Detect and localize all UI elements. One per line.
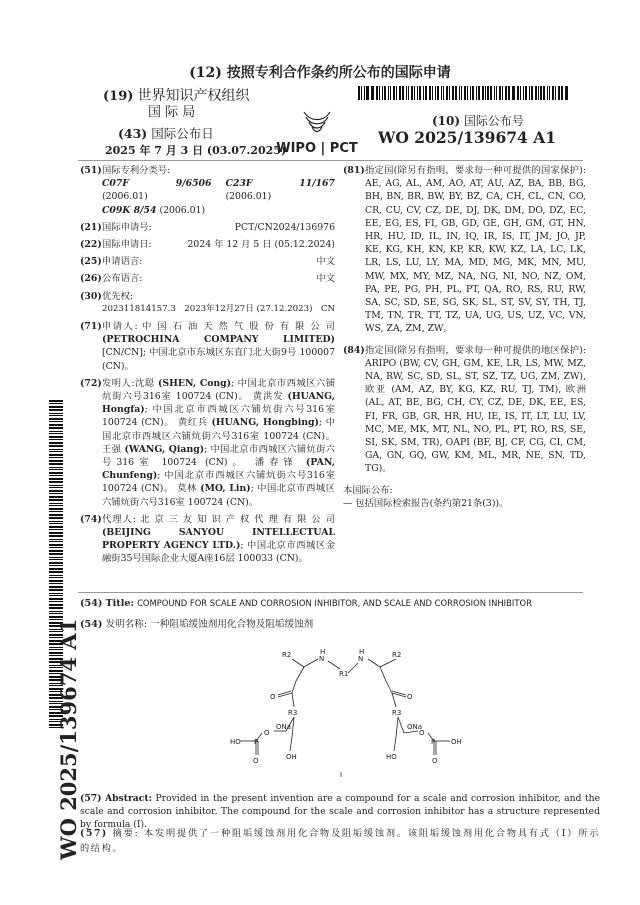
pub-language-value: 中文 xyxy=(316,273,335,285)
barcode-bar xyxy=(520,86,521,100)
barcode-bar xyxy=(487,86,488,100)
barcode-bar xyxy=(435,86,436,100)
barcode-bar xyxy=(543,86,545,100)
applicant-label: 申请人: xyxy=(102,321,138,333)
field-51 xyxy=(80,164,335,217)
inventor-2-address: ; 中国北京市西城区六铺炕街六号316室 100724 (CN)。 黄红兵 xyxy=(102,404,335,429)
ipc-class-1: C07F 9/6506 xyxy=(102,178,212,190)
barcode-bar xyxy=(552,86,554,100)
barcode-bar xyxy=(496,86,497,100)
barcode-bar xyxy=(49,406,63,408)
barcode-bar xyxy=(49,460,63,462)
barcode-bar xyxy=(49,559,63,561)
barcode-bar xyxy=(452,86,453,100)
chemical-structure-formula-i xyxy=(200,645,480,785)
field-74 xyxy=(80,513,335,566)
barcode-bar xyxy=(49,529,63,530)
inventors-label: 发明人: xyxy=(102,377,135,389)
barcode-bar xyxy=(49,598,63,600)
pubnum-label-row xyxy=(432,112,524,129)
ipc-label: 国际专利分类号: xyxy=(102,165,171,176)
barcode-bar xyxy=(49,539,63,540)
chem-label-n-left: N xyxy=(319,655,325,663)
chem-label-o-right: O xyxy=(407,693,413,701)
barcode-bar xyxy=(49,427,63,429)
chem-label-r3-right: R3 xyxy=(392,709,402,717)
barcode-bar xyxy=(467,86,468,100)
barcode-bar xyxy=(49,478,63,480)
field-code: (71) xyxy=(80,321,102,333)
barcode-bar xyxy=(566,86,567,100)
field-26 xyxy=(80,272,335,285)
barcode-bar xyxy=(538,86,539,100)
field-22 xyxy=(80,238,335,251)
agent-address: ; 中国北京市西城区金融街35号国际企业大厦A座16层 100033 (CN)。 xyxy=(102,540,335,565)
barcode-bar xyxy=(49,613,63,615)
filing-date-value: 2024 年 12 月 5 日 (05.12.2024) xyxy=(187,239,335,251)
barcode-bar xyxy=(49,490,63,492)
org-name: 世界知识产权组织 xyxy=(137,88,250,104)
chem-label-ho-left: HO xyxy=(230,738,241,746)
pubdate-code: (43) xyxy=(118,126,148,141)
ipc-class-3: C09K 8/54 xyxy=(102,204,157,216)
abstract-cn-label: 摘要: xyxy=(112,828,140,839)
pub-language-label: 公布语言: xyxy=(102,273,143,285)
office-name: 国 际 局 xyxy=(148,105,196,120)
pubdate-value: 2025 年 7 月 3 日 (03.07.2025) xyxy=(105,144,287,157)
doc-type-text: 按照专利合作条约所公布的国际申请 xyxy=(226,65,451,81)
bibliographic-left-column xyxy=(80,164,335,570)
barcode-bar xyxy=(49,593,63,594)
barcode-bar xyxy=(485,86,486,100)
inventor-2-en: (HUANG, Hongfa) xyxy=(102,391,335,416)
barcode-bar xyxy=(49,400,63,402)
abstract-code: (57) xyxy=(80,793,102,804)
barcode-bar xyxy=(49,403,63,404)
document-type-title xyxy=(0,62,640,82)
barcode-bar xyxy=(49,583,63,584)
chem-label-oh-left-chain: OH xyxy=(286,753,297,761)
barcode-bar xyxy=(393,86,395,100)
barcode-bar xyxy=(49,472,63,474)
barcode-bar xyxy=(49,547,63,548)
chem-label-ona-left: ONa xyxy=(276,723,292,731)
barcode-bar xyxy=(49,469,63,471)
chem-label-oh-right: OH xyxy=(451,738,462,746)
field-code: (21) xyxy=(80,221,102,233)
ipc-class-2-year: (2006.01) xyxy=(225,191,272,203)
barcode-bar xyxy=(525,86,527,100)
barcode-bar xyxy=(478,86,479,100)
barcode-bar xyxy=(555,86,556,100)
title-value: COMPOUND FOR SCALE AND CORROSION INHIBITOR, AND SCALE AND CORROSION INHIBITOR xyxy=(137,598,532,608)
barcode-bar xyxy=(49,523,63,525)
barcode-bar xyxy=(523,86,524,100)
barcode-bar xyxy=(49,557,63,558)
barcode-bar xyxy=(49,607,63,609)
pubnum-label: 国际公布号 xyxy=(463,114,524,128)
abstract-cn-text: 本发明提供了一种阻垢缓蚀剂用化合物及阻垢缓蚀剂。该阻垢缓蚀剂用化合物具有式（Ⅰ）所示的结构。 xyxy=(80,828,600,854)
bibliographic-right-column xyxy=(343,164,586,510)
barcode-bar xyxy=(423,86,424,100)
barcode-bar xyxy=(429,86,431,100)
field-code: (22) xyxy=(80,239,102,251)
field-code: (25) xyxy=(80,256,102,268)
barcode-bar xyxy=(358,86,360,100)
inventor-4-address: ; 中国北京市西城区六铺炕街六号316室 100724 (CN)。 潘春锋 xyxy=(102,443,335,469)
barcode-bar xyxy=(49,457,63,458)
applicant-name-en: (PETROCHINA COMPANY LIMITED) xyxy=(102,334,335,346)
barcode-bar xyxy=(49,463,63,465)
barcode-bar xyxy=(535,86,537,100)
applicant-address: [CN/CN]; 中国北京市东城区东直门北大街9号 100007 (CN)。 xyxy=(102,347,335,372)
barcode-bar xyxy=(388,86,389,100)
barcode-bar xyxy=(425,86,426,100)
field-code: (81) xyxy=(343,165,365,176)
doc-type-code: (12) xyxy=(189,65,222,81)
field-code: (72) xyxy=(80,377,102,389)
chem-label-p-left: P xyxy=(254,738,259,746)
barcode-bar xyxy=(49,467,63,468)
barcode-bar xyxy=(49,505,63,507)
field-25 xyxy=(80,255,335,268)
title-cn-label: 发明名称: xyxy=(105,619,148,630)
barcode-bar xyxy=(49,577,63,579)
ipc-class-3-year: (2006.01) xyxy=(159,204,206,216)
barcode-bar xyxy=(49,595,63,597)
barcode-bar xyxy=(49,487,63,489)
inventor-6-en: (MO, Lin) xyxy=(200,483,251,495)
barcode-bar xyxy=(49,580,63,582)
barcode-bar xyxy=(459,86,460,100)
barcode-bar xyxy=(512,86,513,100)
field-30 xyxy=(80,290,335,316)
barcode-bar xyxy=(49,449,63,450)
abstract-cn-code: (57) xyxy=(80,828,108,839)
barcode-bar xyxy=(371,86,372,100)
barcode-bar xyxy=(490,86,492,100)
title-divider xyxy=(78,592,583,593)
filing-language-value: 中文 xyxy=(316,256,335,268)
field-81 xyxy=(343,164,586,336)
inventor-3-address: ; 中国北京市西城区六铺炕街六号316室 100724 (CN)。 王强 xyxy=(102,417,335,455)
designated-states: 指定国(除另有指明，要求每一种可提供的国家保护): AE, AG, AL, AM, AO, AT, AU, AZ, BA, BB, BG, BH, BN, BR, BW, BY, BZ, CA, CH, CL, CN, CO, CR, CU, CV, CZ, DE, DJ, DK, DM, DO, DZ, EC, EE, EG, ES, FI, GB, GD, GE, GH, GM, GT, HN, HR, HU, ID, IL, IN, IQ, IR, IS, IT, JM, JO, JP, KE, KG, KH, KN, KP, KR, KW, KZ, LA, LC, LK, LR, LS, LU, LY, MA, MD, MG, MK, MN, MU, MW, MX, MY, MZ, NA, NG, NI, NO, NZ, OM, PA, PE, PG, PH, PL, PT, QA, RO, RS, RU, RW, SA, SC, SD, SE, SG, SK, SL, ST, SV, SY, TH, TJ, TM, TN, TR, TT, TZ, UA, UG, US, UZ, VC, VN, WS, ZA, ZM, ZW。 xyxy=(365,165,586,335)
barcode-bar xyxy=(547,86,548,100)
agent-name-cn: 北 京 三 友 知 识 产 权 代 理 有 限 公 司 xyxy=(140,513,336,525)
barcode-bar xyxy=(390,86,391,100)
barcode-bar xyxy=(49,586,63,588)
barcode-bar xyxy=(49,503,63,504)
barcode-bar xyxy=(411,86,413,100)
field-code: (51) xyxy=(80,165,102,176)
barcode-bar xyxy=(49,499,63,501)
barcode-bar xyxy=(505,86,506,100)
barcode-bar xyxy=(49,511,63,512)
chinese-title xyxy=(80,616,590,630)
barcode-bar xyxy=(384,86,386,100)
barcode-bar xyxy=(49,481,63,483)
published-label: 本国际公布: xyxy=(343,484,393,496)
chem-label-r1: R1 xyxy=(339,670,349,678)
barcode-bar xyxy=(482,86,484,100)
barcode-bar xyxy=(49,409,63,411)
chem-label-ona-right: ONa xyxy=(407,723,423,731)
chem-label-o6: O xyxy=(432,757,438,765)
barcode-bar xyxy=(49,571,63,573)
wipo-logo xyxy=(262,108,372,158)
barcode-bar xyxy=(419,86,421,100)
barcode-bar xyxy=(49,541,63,543)
filing-date-label: 国际申请日: xyxy=(102,239,152,251)
barcode-bar xyxy=(49,565,63,566)
barcode-bar xyxy=(49,475,63,476)
barcode-bar xyxy=(49,496,63,498)
barcode-bar xyxy=(399,86,400,100)
priority-date: 2023年12月27日 (27.12.2023) xyxy=(184,303,313,314)
chem-label-h-left: H xyxy=(320,648,326,656)
barcode-bar xyxy=(49,514,63,516)
chem-label-r2-right: R2 xyxy=(392,651,402,659)
barcode-bar xyxy=(549,86,550,100)
barcode-bar xyxy=(49,589,63,591)
barcode-bar xyxy=(49,436,63,438)
barcode-bar xyxy=(49,439,63,440)
field-21 xyxy=(80,221,335,234)
barcode-bar xyxy=(49,445,63,447)
barcode-bar xyxy=(49,568,63,570)
barcode-bar xyxy=(443,86,444,100)
barcode-bar xyxy=(414,86,415,100)
title-code: (54) xyxy=(80,598,103,609)
chem-label-h-right: H xyxy=(359,648,365,656)
barcode-bar xyxy=(499,86,501,100)
barcode-bar xyxy=(449,86,450,100)
abstract-label: Abstract: xyxy=(105,793,152,804)
barcode-bar xyxy=(494,86,495,100)
priority-number: 202311814157.3 xyxy=(102,303,176,314)
title-label: Title: xyxy=(105,598,135,609)
header-divider xyxy=(78,160,583,161)
barcode-bar xyxy=(379,86,380,100)
formula-label: I xyxy=(340,771,343,779)
inventor-3-en: (HUANG, Hongbing) xyxy=(211,417,319,429)
barcode-bar xyxy=(49,604,63,606)
barcode-bar xyxy=(49,550,63,552)
app-number-value: PCT/CN2024/136976 xyxy=(234,221,335,233)
agent-name-en: (BEIJING SANYOU INTELLECTUAL PROPERTY AGENCY LTD.) xyxy=(102,527,335,552)
chem-label-n-right: N xyxy=(358,655,364,663)
barcode-bar xyxy=(49,562,63,564)
barcode-bar xyxy=(49,485,63,486)
barcode-bar xyxy=(49,424,63,426)
barcode-bar xyxy=(441,86,442,100)
barcode-bar xyxy=(49,508,63,510)
barcode-bar xyxy=(540,86,541,100)
designated-regions: 指定国(除另有指明，要求每一种可提供的地区保护): ARIPO (BW, CV, GH, GM, KE, LR, LS, MW, MZ, NA, RW, SC, SD, SL, ST, SZ, TZ, UG, ZM, ZW), 欧亚 (AM, AZ, BY, KG, KZ, RU, TJ, TM), 欧洲 (AL, AT, BE, BG, CH, CY, CZ, DE, DK, EE, ES, FI, FR, GB, GR, HR, HU, IE, IS, IT, LT, LU, LV, MC, ME, MK, MT, NL, NO, PL, PT, RO, RS, SE, SI, SK, SM, TR), OAPI (BF, BJ, CF, CG, CI, CM, GA, GN, GQ, GW, KM, ML, MR, NE, SN, TD, TG)。 xyxy=(365,344,586,475)
barcode-bar xyxy=(561,86,563,100)
top-barcode xyxy=(358,86,570,100)
barcode-bar xyxy=(49,544,63,546)
barcode-bar xyxy=(432,86,433,100)
chinese-abstract xyxy=(80,826,600,856)
chem-label-r3-left: R3 xyxy=(288,709,298,717)
vertical-publication-number: WO 2025/139674 A1 xyxy=(56,618,81,860)
barcode-bar xyxy=(437,86,439,100)
abstract-text: Provided in the present invention are a compound for a scale and corrosion inhibitor, and the scale and corrosion inhibitor. The compound for the scale and corrosion inhibitor has a structure represented by formula (I). xyxy=(80,793,601,831)
barcode-bar xyxy=(402,86,404,100)
barcode-bar xyxy=(364,86,365,100)
barcode-bar xyxy=(461,86,462,100)
barcode-bar xyxy=(382,86,383,100)
barcode-bar xyxy=(49,442,63,444)
field-72 xyxy=(80,377,335,509)
barcode-bar xyxy=(49,421,63,422)
applicant-name-cn: 中 国 石 油 天 然 气 股 份 有 限 公 司 xyxy=(142,321,335,333)
barcode-bar xyxy=(396,86,397,100)
barcode-bar xyxy=(49,517,63,519)
barcode-bar xyxy=(376,86,378,100)
field-code: (30) xyxy=(80,290,102,302)
barcode-bar xyxy=(49,601,63,602)
inventor-5-en: (PAN, Chunfeng) xyxy=(102,457,335,482)
english-title xyxy=(80,598,590,609)
barcode-bar xyxy=(49,521,63,522)
inventor-1-address: ; 中国北京市西城区六铺炕街六号316室 100724 (CN)。 黄洪发 xyxy=(102,377,335,403)
inventor-4-en: (WANG, Qiang) xyxy=(124,443,205,455)
barcode-bar xyxy=(49,526,63,528)
barcode-bar xyxy=(49,611,63,612)
publication-number: WO 2025/139674 A1 xyxy=(378,128,557,147)
barcode-bar xyxy=(446,86,448,100)
app-number-label: 国际申请号: xyxy=(102,221,152,233)
barcode-bar xyxy=(517,86,519,100)
chem-label-o4: O xyxy=(419,729,425,737)
chem-label-r2-left: R2 xyxy=(282,651,292,659)
org-code: (19) xyxy=(103,89,134,104)
barcode-bar xyxy=(366,86,368,100)
barcode-bar xyxy=(49,413,63,414)
barcode-bar xyxy=(531,86,532,100)
priority-country: CN xyxy=(320,303,335,314)
pubdate-label: 国际公布日 xyxy=(151,126,214,141)
barcode-bar xyxy=(49,451,63,453)
field-code: (74) xyxy=(80,513,102,525)
barcode-bar xyxy=(408,86,409,100)
filing-language-label: 申请语言: xyxy=(102,256,143,268)
ipc-class-1-year: (2006.01) xyxy=(102,191,148,203)
chem-label-o5: O xyxy=(253,757,259,765)
ipc-class-2: C23F 11/167 xyxy=(225,178,335,190)
barcode-bar xyxy=(529,86,530,100)
barcode-bar xyxy=(565,86,566,100)
wipo-logo-text: WIPO | PCT xyxy=(276,141,358,156)
barcode-bar xyxy=(464,86,466,100)
barcode-bar xyxy=(49,532,63,534)
barcode-bar xyxy=(476,86,477,100)
barcode-bar xyxy=(558,86,559,100)
barcode-bar xyxy=(372,86,373,100)
barcode-bar xyxy=(49,415,63,417)
field-84 xyxy=(343,344,586,476)
priority-label: 优先权: xyxy=(102,290,134,302)
chem-label-ho-right-chain: HO xyxy=(386,753,397,761)
barcode-bar xyxy=(49,454,63,456)
barcode-bar xyxy=(49,431,63,432)
barcode-bar xyxy=(417,86,418,100)
inventor-6-address: ; 中国北京市西城区六铺炕街六号316室 100724 (CN)。 xyxy=(102,483,335,508)
inventor-5-address: ; 中国北京市西城区六铺炕街六号316室 100724 (CN)。 莫林 xyxy=(102,470,335,495)
barcode-bar xyxy=(508,86,510,100)
published-item: — 包括国际检索报告(条约第21条(3))。 xyxy=(343,497,509,509)
title-cn-value: 一种阻垢缓蚀剂用化合物及阻垢缓蚀剂 xyxy=(150,619,314,630)
field-code: (26) xyxy=(80,273,102,285)
barcode-bar xyxy=(455,86,457,100)
barcode-bar xyxy=(49,493,63,494)
field-code: (84) xyxy=(343,344,365,356)
barcode-bar xyxy=(472,86,474,100)
barcode-bar xyxy=(502,86,503,100)
barcode-bar xyxy=(406,86,407,100)
barcode-bar xyxy=(49,433,63,435)
agent-label: 代理人: xyxy=(102,513,137,525)
title-cn-code: (54) xyxy=(80,619,103,630)
barcode-bar xyxy=(470,86,471,100)
field-71 xyxy=(80,320,335,373)
chem-label-o-left: O xyxy=(270,693,276,701)
chem-label-o3: O xyxy=(264,729,270,737)
inventor-1-cn: 沈聪 xyxy=(134,377,155,389)
barcode-bar xyxy=(49,418,63,420)
chem-label-p-right: P xyxy=(431,738,436,746)
barcode-bar xyxy=(361,86,362,100)
barcode-bar xyxy=(49,575,63,576)
organization-block xyxy=(103,88,250,121)
pubdate-label-row xyxy=(118,124,214,142)
inventor-1-en: (SHEN, Cong) xyxy=(157,377,232,389)
barcode-bar xyxy=(49,553,63,555)
pubnum-code: (10) xyxy=(432,114,461,128)
barcode-bar xyxy=(49,535,63,537)
barcode-bar xyxy=(513,86,514,100)
